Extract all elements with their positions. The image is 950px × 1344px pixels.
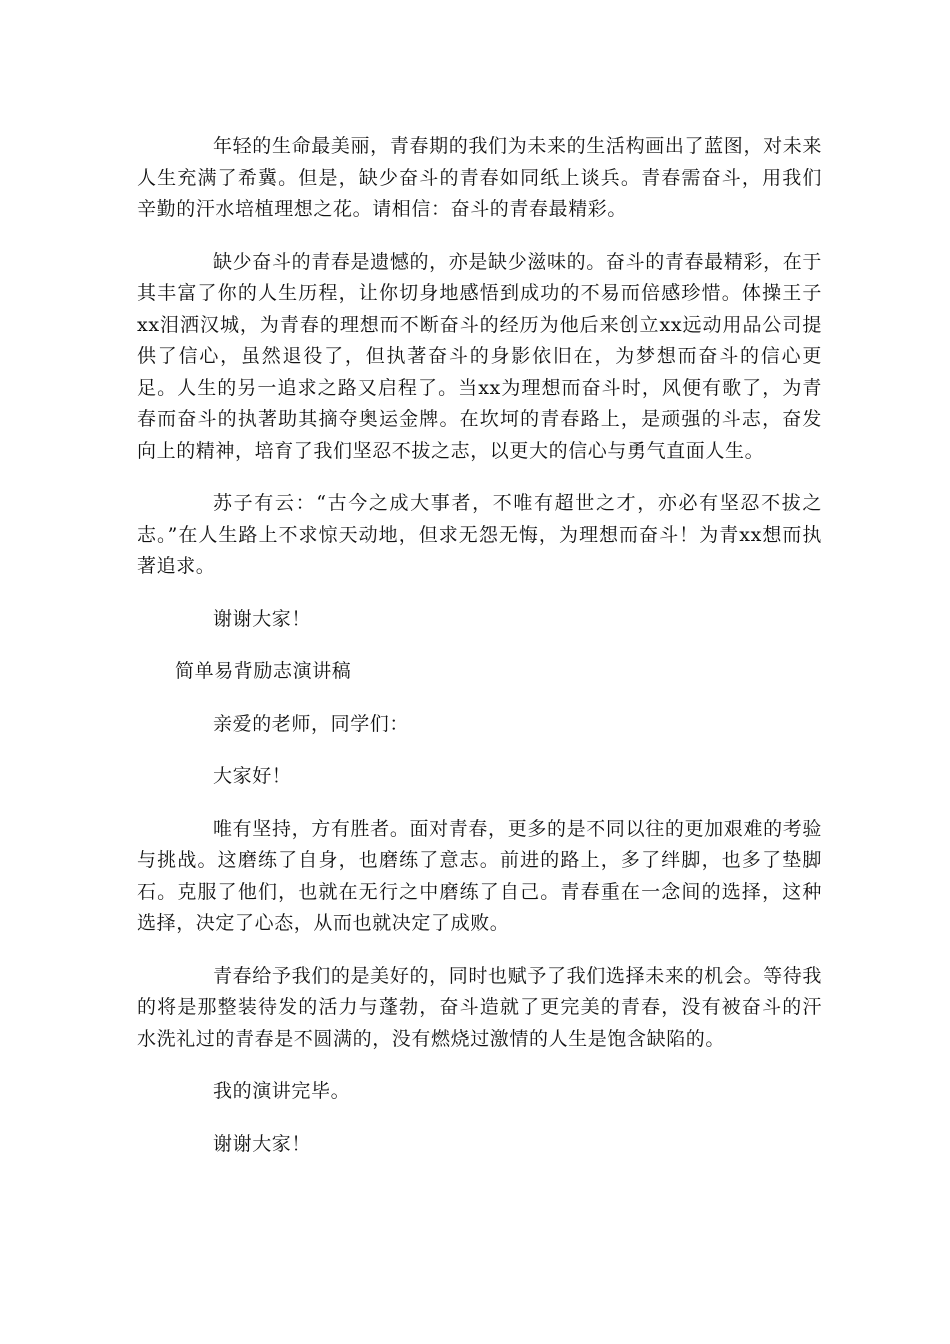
- paragraph-thanks: 谢谢大家！: [213, 607, 312, 630]
- section-title: 简单易背励志演讲稿: [175, 660, 352, 682]
- paragraph-youth: 青春给予我们的是美好的，同时也赋予了我们选择未来的机会。等待我的将是那整装待发的活力与蓬勃，奋斗造就了更完美的青春，没有被奋斗的汗水洗礼过的青春是不圆满的，没有燃烧过激情的人生是饱含缺陷的。: [137, 964, 822, 1050]
- paragraph-final-thanks: 谢谢大家！: [213, 1132, 312, 1155]
- paragraph-quote: 苏子有云：“古今之成大事者，不唯有超世之才，亦必有坚忍不拔之志。”在人生路上不求惊天动地，但求无怨无悔，为理想而奋斗！为青xx想而执著追求。: [137, 492, 822, 577]
- paragraph-end: 我的演讲完毕。: [213, 1080, 351, 1102]
- document-body: [137, 131, 822, 1181]
- paragraph-intro: 年轻的生命最美丽，青春期的我们为未来的生活构画出了蓝图，对未来人生充满了希冀。但是，缺少奋斗的青春如同纸上谈兵。青春需奋斗，用我们辛勤的汗水培植理想之花。请相信：奋斗的青春最精彩。: [137, 135, 822, 220]
- paragraph-struggle: 缺少奋斗的青春是遗憾的，亦是缺少滋味的。奋斗的青春最精彩，在于其丰富了你的人生历程，让你切身地感悟到成功的不易而倍感珍惜。体操王子xx泪洒汉城，为青春的理想而不断奋斗的经历为他后来创立xx远动用品公司提供了信心，虽然退役了，但执著奋斗的身影依旧在，为梦想而奋斗的信心更足。人生的另一追求之路又启程了。当xx为理想而奋斗时，风便有歌了，为青春而奋斗的执著助其摘夺奥运金牌。在坎坷的青春路上，是顽强的斗志，奋发向上的精神，培育了我们坚忍不拔之志，以更大的信心与勇气直面人生。: [137, 250, 822, 462]
- paragraph-persistence: 唯有坚持，方有胜者。面对青春，更多的是不同以往的更加艰难的考验与挑战。这磨练了自身，也磨练了意志。前进的路上，多了绊脚，也多了垫脚石。克服了他们，也就在无行之中磨练了自己。青春重在一念间的选择，这种选择，决定了心态，从而也就决定了成败。: [137, 817, 822, 934]
- paragraph-hello: 大家好！: [213, 765, 292, 787]
- paragraph-greeting: 亲爱的老师，同学们：: [213, 712, 410, 735]
